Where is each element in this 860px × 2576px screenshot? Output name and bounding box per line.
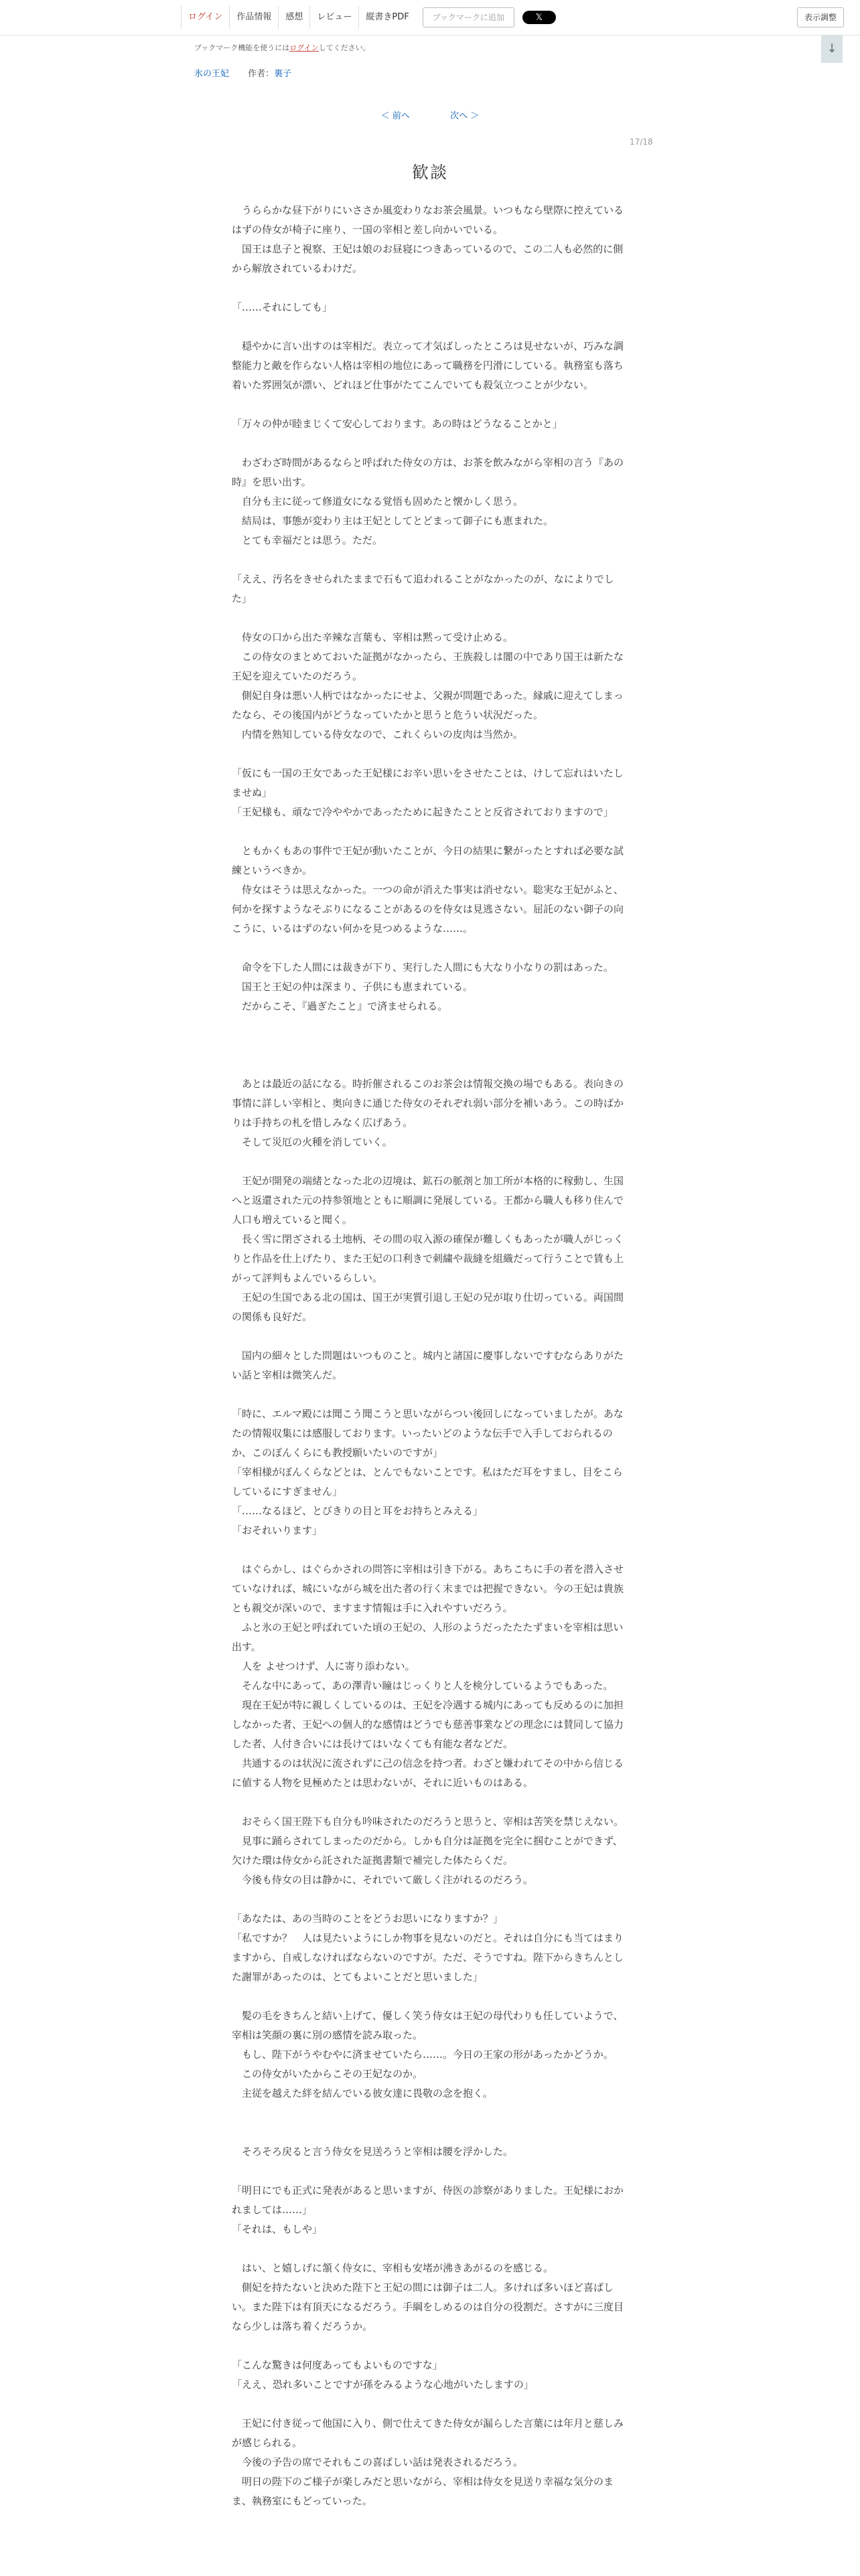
nav-vertical-pdf[interactable]: 縦書きPDF: [366, 12, 409, 22]
paragraph: 国内の細々とした問題はいつものこと。城内と諸国に慶事しないですむならありがたい話と宰相は微笑んだ。: [232, 1350, 624, 1381]
blank-line: [232, 1152, 627, 1172]
blank-line: [232, 550, 627, 570]
notice-text-before: ブックマーク機能を使うには: [194, 44, 290, 52]
paragraph: 主従を越えた絆を結んでいる彼女達に畏敬の念を抱く。: [232, 2087, 493, 2099]
author-link[interactable]: 裏子: [274, 69, 292, 79]
nav-login[interactable]: ログイン: [181, 6, 230, 29]
paragraph: 髪の毛をきちんと結い上げて、優しく笑う侍女は王妃の母代わりも任していようで、宰相は笑顔の裏に別の感情を読み取った。: [232, 2010, 624, 2041]
paragraph: そろそろ戻ると言う侍女を見送ろうと宰相は腰を浮かした。: [232, 2146, 514, 2158]
paragraph: 「私ですか？ 人は見たいようにしか物事を見ないのだと。それは自分にも当てはまりますから、自戒しなければならないのですが。ただ、そうですね。陛下からきちんとした謝罪があったのは、とてもよいことだと思いました」: [232, 1932, 624, 1983]
paragraph: 「……それにしても」: [232, 301, 333, 313]
author-label: 作者：: [248, 69, 275, 79]
paragraph: 「ええ、恐れ多いことですが孫をみるような心地がいたしますの」: [232, 2379, 534, 2391]
display-settings-button[interactable]: 表示調整: [797, 7, 844, 27]
notice-text-after: してください。: [318, 44, 370, 52]
paragraph: 明日の陛下のご様子が楽しみだと思いながら、宰相は侍女を見送り幸福な気分のまま、執務室にもどっていった。: [232, 2476, 614, 2507]
novel-body: [232, 201, 627, 2511]
blank-line: [232, 1793, 627, 1812]
blank-line: [232, 2162, 627, 2181]
blank-line: [232, 1890, 627, 1909]
paragraph: そして災厄の火種を消していく。: [232, 1136, 392, 1148]
arrow-down-icon: ↓: [827, 42, 837, 56]
paragraph: 侍女はそうは思えなかった。一つの命が消えた事実は消せない。聡実な王妃がふと、何かを探すようなそぶりになることがあるのを侍女は見逃さない。屈託のない御子の向こうに、いるはずのない何かを見つめるような……。: [232, 884, 624, 935]
blank-line: [232, 395, 627, 414]
paragraph: 穏やかに言い出すのは宰相だ。表立って才気ばしったところは見せないが、巧みな調整能力と敵を作らない人格は宰相の地位にあって職務を円滑にしている。執務室も落ち着いた雰囲気が漂い、どれほど仕事がたてこんでいても殺気立つことが少ない。: [232, 340, 624, 391]
top-bar: [0, 0, 860, 35]
paragraph: 「あなたは、あの当時のことをどうお思いになりますか？」: [232, 1913, 504, 1925]
paragraph: うららかな昼下がりにいささか風変わりなお茶会風景。いつもなら壁際に控えているはずの侍女が椅子に座り、一国の宰相と差し向かいでいる。: [232, 204, 624, 236]
paragraph: だからこそ、『過ぎたこと』で済ませられる。: [232, 1000, 448, 1012]
blank-line: [232, 822, 627, 841]
paragraph: 「おそれいります」: [232, 1524, 323, 1536]
blank-line: [232, 939, 627, 958]
blank-line: [232, 744, 627, 764]
paragraph: そんな中にあって、あの澤青い瞳はじっくりと人を検分しているようでもあった。: [232, 1680, 614, 1692]
notice-login-link[interactable]: ログイン: [289, 44, 319, 52]
paragraph: 国王は息子と視察、王妃は娘のお昼寝につきあっているので、この二人も必然的に側から解放されているわけだ。: [232, 243, 624, 274]
next-page-link[interactable]: 次へ ＞: [450, 111, 480, 121]
paragraph: 内情を熟知している侍女なので、これくらいの皮肉は当然か。: [232, 728, 523, 740]
paragraph: 長く雪に閉ざされる土地柄、その間の収入源の確保が難しくもあったが職人がじっくりと作品を仕上げたり、また王妃の口利きで刺繍や裁縫を組織だって行うことで賃も上がって評判もよんでいるらしい。: [232, 1233, 624, 1284]
blank-line: [232, 1016, 627, 1036]
page-counter: 17/18: [630, 137, 653, 147]
scroll-down-button[interactable]: [821, 35, 843, 63]
paragraph: はぐらかし、はぐらかされの問答に宰相は引き下がる。あちこちに手の者を潜入させていなければ、城にいながら城を出た者の行く末までは把握できない。今の王妃は貴族とも親交が深いので、ますます情報は手に入れやすいだろう。: [232, 1563, 624, 1614]
paragraph: 「宰相様がぼんくらなどとは、とんでもないことです。私はただ耳をすまし、目をこらしているにすぎません」: [232, 1466, 623, 1498]
paragraph: 「明日にでも正式に発表があると思いますが、侍医の診察がありました。王妃様におかれましては……」: [232, 2184, 624, 2216]
paragraph: 人を よせつけず、人に寄り添わない。: [232, 1660, 415, 1672]
blank-line: [232, 1385, 627, 1404]
paragraph: 「……なるほど、とびきりの目と耳をお持ちとみえる」: [232, 1505, 484, 1517]
paragraph: 命令を下した人間には裁きが下り、実行した人間にも大なり小なりの罰はあった。: [232, 961, 614, 973]
work-title-link[interactable]: 氷の王妃: [194, 69, 230, 79]
paragraph: 「王妃様も、頑なで冷ややかであったために起きたことと反省されておりますので」: [232, 806, 614, 818]
blank-line: [232, 1055, 627, 1074]
paragraph: ふと氷の王妃と呼ばれていた頃の王妃の、人形のようだったたたずまいを宰相は思い出す。: [232, 1621, 624, 1653]
prev-page-link[interactable]: ＜ 前へ: [380, 111, 410, 121]
paragraph: この侍女がいたからこその王妃なのか。: [232, 2068, 423, 2080]
paragraph: 今後の予告の席でそれもこの喜ばしい話は発表されるだろう。: [232, 2456, 524, 2468]
blank-line: [232, 1327, 627, 1346]
paragraph: おそらく国王陛下も自分も吟味されたのだろうと思うと、宰相は苦笑を禁じえない。: [232, 1816, 624, 1828]
paragraph: 王妃に付き従って他国に入り、側で仕えてきた侍女が漏らした言葉には年月と慈しみが感じられる。: [232, 2417, 624, 2449]
paragraph: わざわざ時間があるならと呼ばれた侍女の方は、お茶を飲みながら宰相の言う『あの時』を思い出す。: [232, 457, 624, 488]
nav-review[interactable]: レビュー: [310, 6, 359, 29]
paragraph: あとは最近の話になる。時折催されるこのお茶会は情報交換の場でもある。表向きの事情に詳しい宰相と、奥向きに通じた侍女のそれぞれ弱い部分を補いあう。この時ばかりは手持ちの札を惜しみなく広げあう。: [232, 1078, 624, 1129]
paragraph: もし、陛下がうやむやに済ませていたら……。今日の王家の形があったかどうか。: [232, 2048, 614, 2061]
paragraph: 自分も主に従って修道女になる覚悟も固めたと懐かしく思う。: [232, 495, 524, 507]
paragraph: 見事に踊らされてしまったのだから。しかも自分は証拠を完全に掴むことができず、欠けた環は侍女から託された証拠書類で補完した体たらくだ。: [232, 1835, 623, 1866]
top-nav: [181, 6, 556, 29]
paragraph: 「万々の仲が睦まじくて安心しております。あの時はどうなることかと」: [232, 418, 563, 430]
paragraph: 王妃が開発の端緒となった北の辺境は、鉱石の脈剤と加工所が本格的に稼動し、生国へと返還された元の持参領地とともに順調に発展している。王都から職人も移り住んで人口も増えていると聞く。: [232, 1175, 624, 1226]
blank-line: [232, 2103, 627, 2123]
paragraph: 侍女の口から出た辛辣な言葉も、宰相は黙って受け止める。: [232, 631, 514, 643]
paragraph: 「それは、もしや」: [232, 2223, 323, 2235]
paragraph: 側妃を持たないと決めた陛下と王妃の間には御子は二人。多ければ多いほど喜ばしい。また陛下は有頂天になるだろう。手綱をしめるのは自分の役割だ。さすがに三度目なら少しは落ち着くだろうか。: [232, 2281, 624, 2332]
paragraph: 「こんな驚きは何度あってもよいものですな」: [232, 2359, 443, 2371]
nav-work-info[interactable]: 作品情報: [230, 6, 279, 29]
blank-line: [232, 609, 627, 628]
x-share-button[interactable]: [522, 11, 556, 24]
bookmark-login-notice: [194, 42, 370, 53]
paragraph: 国王と王妃の仲は深まり、子供にも恵まれている。: [232, 981, 474, 993]
blank-line: [232, 1036, 627, 1055]
paragraph: 共通するのは状況に流されずに己の信念を持つ者。わざと嫌われてその中から信じるに値する人物を見極めたとは思わないが、それに近いものはある。: [232, 1757, 624, 1789]
paragraph: 「仮にも一国の王女であった王妃様にお辛い思いをさせたことは、けして忘れはいたしませぬ」: [232, 767, 624, 799]
nav-impressions[interactable]: 感想: [279, 6, 310, 29]
blank-line: [232, 2336, 627, 2356]
paragraph: はい、と嬉しげに頷く侍女に、宰相も安堵が沸きあがるのを感じる。: [232, 2262, 554, 2274]
blank-line: [232, 434, 627, 453]
x-logo-icon: 𝕏: [535, 12, 543, 23]
blank-line: [232, 2239, 627, 2259]
blank-line: [232, 1540, 627, 1560]
blank-line: [232, 2123, 627, 2142]
paragraph: 今後も侍女の目は静かに、それでいて厳しく注がれるのだろう。: [232, 1874, 534, 1886]
paragraph: 「時に、エルマ殿には聞こう聞こうと思いながらつい後回しになっていましたが。あなたの情報収集には感服しております。いったいどのような伝手で入手しておられるのか、このぼんくらにも教授願いたいのですが」: [232, 1408, 624, 1459]
paragraph: 側妃自身は悪い人柄ではなかったにせよ、父親が問題であった。縁戚に迎えてしまったなら、その後国内がどうなっていたかと思うと危うい状況だった。: [232, 690, 624, 721]
blank-line: [232, 1987, 627, 2006]
paragraph: ともかくもあの事件で王妃が動いたことが、今日の結果に繋がったとすれば必要な試練というべきか。: [232, 845, 624, 876]
paragraph: 「ええ、汚名をきせられたままで石もて追われることがなかったのが、なによりでした」: [232, 573, 614, 605]
add-bookmark-button[interactable]: ブックマークに追加: [423, 7, 514, 27]
blank-line: [232, 2395, 627, 2414]
chapter-title: 歓談: [411, 163, 448, 182]
paragraph: 現在王妃が特に親しくしているのは、王妃を冷遇する城内にあっても反めるのに加担しなかった者、王妃への個人的な感情はどうでも慈善事業などの理念には賛同して協力した者、人付き合いには長けてはいなくても有能な者などだ。: [232, 1699, 624, 1750]
blank-line: [232, 278, 627, 298]
paragraph: 王妃の生国である北の国は、国王が実質引退し王妃の兄が取り仕切っている。両国間の関係も良好だ。: [232, 1291, 624, 1323]
paragraph: この侍女のまとめておいた証拠がなかったら、王族殺しは闇の中であり国王は新たな王妃を迎えていたのだろう。: [232, 651, 624, 682]
paragraph: 結局は、事態が変わり主は王妃としてとどまって御子にも恵まれた。: [232, 515, 554, 527]
chapter-pager: [0, 108, 860, 121]
paragraph: とても幸福だとは思う。ただ。: [232, 534, 383, 546]
blank-line: [232, 317, 627, 337]
work-meta: [194, 66, 291, 79]
